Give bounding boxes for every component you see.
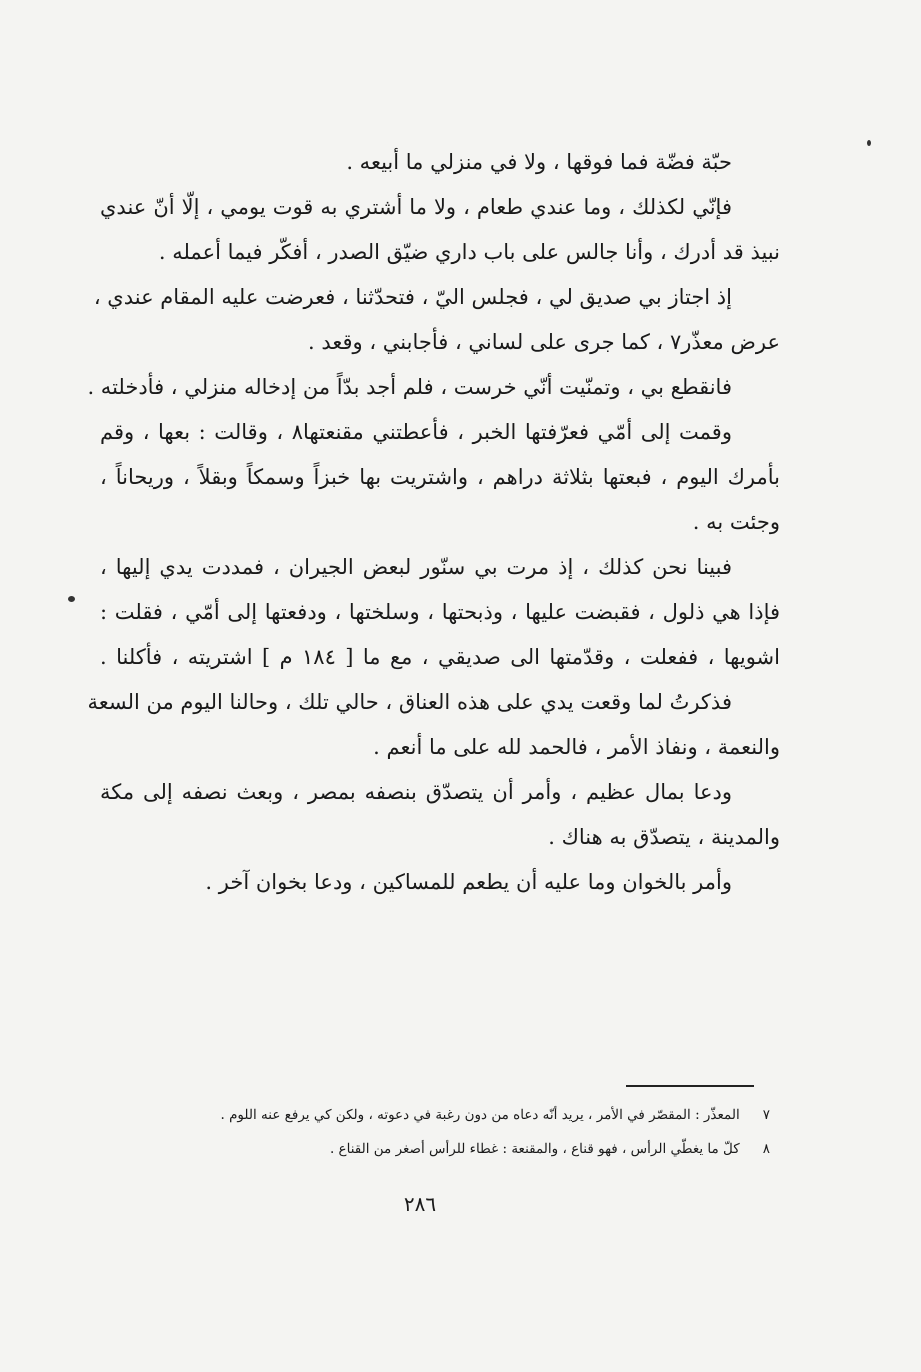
text-line: حبّة فضّة فما فوقها ، ولا في منزلي ما أبيعه .	[346, 150, 732, 174]
footnote-number: ٧	[762, 1107, 770, 1123]
text-line: وقمت إلى أمّي فعرّفتها الخبر ، فأعطتني مقنعتها٨ ، وقالت : بعها ، وقم	[100, 420, 732, 444]
text-line: فبينا نحن كذلك ، إذ مرت بي سنّور لبعض الجيران ، فمددت يدي إليها ،	[100, 555, 732, 579]
text-line: والنعمة ، ونفاذ الأمر ، فالحمد لله على ما أنعم .	[373, 735, 780, 759]
footnote-text: كلّ ما يغطّي الرأس ، فهو قناع ، والمقنعة : غطاء للرأس أصغر من القناع .	[329, 1141, 740, 1157]
scan-speck	[867, 140, 871, 146]
footnote-text: المعذّر : المقصّر في الأمر ، يريد أنّه دعاه من دون رغبة في دعوته ، ولكن كي يرفع عنه اللوم .	[220, 1107, 740, 1123]
text-line: فإنّي لكذلك ، وما عندي طعام ، ولا ما أشتري به قوت يومي ، إلّا أنّ عندي	[100, 195, 732, 219]
footnote-7	[130, 1098, 770, 1132]
page-number: ٢٨٦	[403, 1192, 437, 1216]
scan-speck	[68, 596, 75, 602]
text-line: فإذا هي ذلول ، فقبضت عليها ، وذبحتها ، وسلختها ، ودفعتها إلى أمّي ، فقلت :	[100, 600, 780, 624]
footnotes	[130, 1098, 770, 1166]
text-line: ودعا بمال عظيم ، وأمر أن يتصدّق بنصفه بمصر ، وبعث نصفه إلى مكة	[100, 780, 732, 804]
footnote-divider	[626, 1085, 754, 1087]
text-line: إذ اجتاز بي صديق لي ، فجلس اليّ ، فتحدّثنا ، فعرضت عليه المقام عندي ،	[93, 285, 732, 309]
text-line: والمدينة ، يتصدّق به هناك .	[548, 825, 780, 849]
text-line: عرض معذّر٧ ، كما جرى على لساني ، فأجابني ، وقعد .	[307, 330, 780, 354]
text-line: وجئت به .	[692, 510, 780, 534]
text-line: بأمرك اليوم ، فبعتها بثلاثة دراهم ، واشتريت بها خبزاً وسمكاً وبقلاً ، وريحاناً ،	[100, 465, 780, 489]
text-line: فذكرتُ لما وقعت يدي على هذه العناق ، حالي تلك ، وحالنا اليوم من السعة	[87, 690, 732, 714]
text-line: وأمر بالخوان وما عليه أن يطعم للمساكين ، ودعا بخوان آخر .	[205, 870, 732, 894]
text-line: فانقطع بي ، وتمنّيت أنّي خرست ، فلم أجد بدّاً من إدخاله منزلي ، فأدخلته .	[87, 375, 732, 399]
text-line: اشويها ، ففعلت ، وقدّمتها الى صديقي ، مع ما [ ١٨٤ م ] اشتريته ، فأكلنا .	[100, 645, 780, 669]
text-line: نبيذ قد أدرك ، وأنا جالس على باب داري ضيّق الصدر ، أفكّر فيما أعمله .	[158, 240, 780, 264]
footnote-number: ٨	[762, 1141, 770, 1157]
footnote-8	[130, 1132, 770, 1166]
body-text	[87, 140, 780, 905]
